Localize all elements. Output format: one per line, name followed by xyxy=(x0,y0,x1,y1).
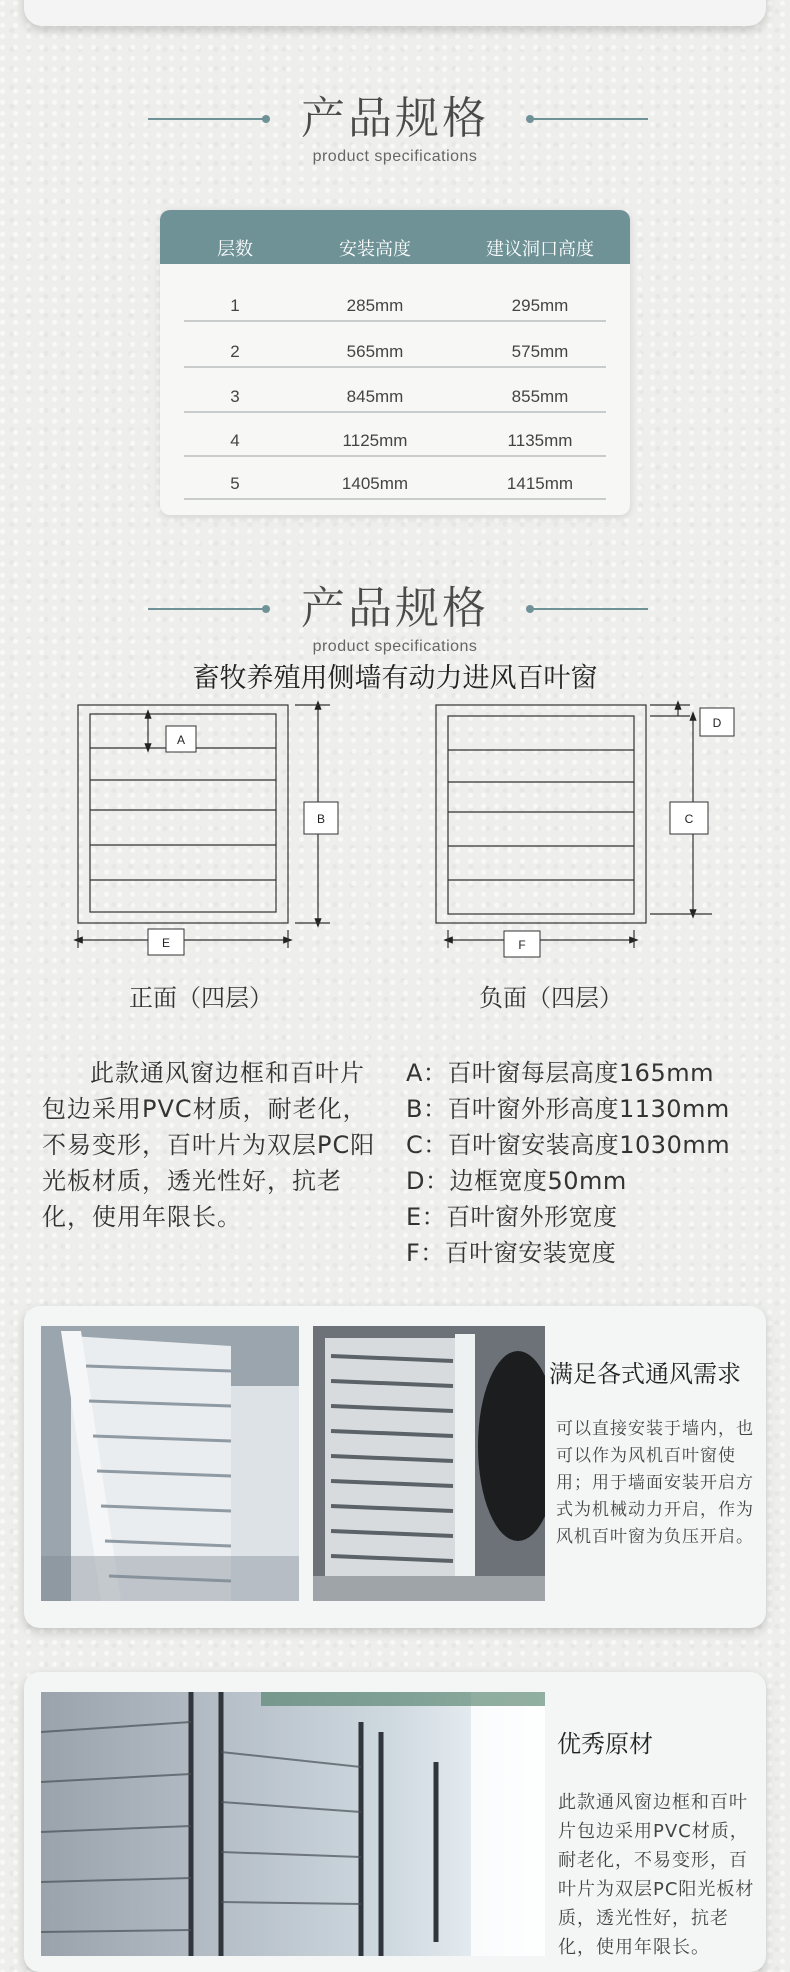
table-row xyxy=(184,328,606,368)
label-c: C xyxy=(684,812,694,826)
greenhouse-photo-drawing xyxy=(41,1692,545,1956)
cell-opening-height: 295mm xyxy=(511,296,569,315)
back-inner-frame xyxy=(448,716,634,914)
front-view-caption: 正面（四层） xyxy=(129,984,273,1012)
back-outer-frame xyxy=(436,705,646,923)
material-description: 此款通风窗边框和百叶片包边采用PVC材质，耐老化，不易变形，百叶片为双层PC阳光板材质，透光性好，抗老化，使用年限长。 xyxy=(42,1059,376,1231)
top-card-edge xyxy=(24,0,766,26)
cell-opening-height: 575mm xyxy=(511,342,569,361)
cell-layers: 3 xyxy=(230,387,240,406)
dimension-diagrams xyxy=(0,700,790,970)
spec-table xyxy=(160,210,630,515)
cell-layers: 2 xyxy=(230,342,240,361)
front-view-drawing xyxy=(78,705,330,948)
dimension-notes xyxy=(406,1055,786,1271)
section-heading-specs-2 xyxy=(0,582,790,662)
cell-install-height: 565mm xyxy=(346,342,404,361)
louver-fan-photo-drawing xyxy=(313,1326,545,1601)
table-row xyxy=(184,417,606,457)
cell-opening-height: 855mm xyxy=(511,387,569,406)
table-row xyxy=(184,282,606,322)
card-title: 满足各式通风需求 xyxy=(549,1360,741,1388)
header-layers: 层数 xyxy=(217,239,253,260)
label-b: B xyxy=(316,812,326,826)
greenhouse-photo xyxy=(41,1692,545,1956)
table-row xyxy=(184,460,606,500)
cell-layers: 5 xyxy=(230,474,240,493)
heading-line-right xyxy=(530,118,648,120)
label-e: E xyxy=(161,936,171,950)
cell-layers: 4 xyxy=(230,431,240,450)
note-a: A：百叶窗每层高度165mm xyxy=(406,1059,714,1087)
cell-install-height: 1405mm xyxy=(341,474,409,493)
label-d: D xyxy=(712,716,722,730)
product-photo-left xyxy=(41,1326,299,1601)
header-install-height: 安装高度 xyxy=(339,239,411,260)
louver-photo-drawing xyxy=(41,1326,299,1601)
heading-dot-right xyxy=(526,605,534,613)
card-title: 优秀原材 xyxy=(557,1730,653,1758)
product-name: 畜牧养殖用侧墙有动力进风百叶窗 xyxy=(192,663,598,694)
cell-install-height: 845mm xyxy=(346,387,404,406)
note-c: C：百叶窗安装高度1030mm xyxy=(406,1131,731,1159)
label-f: F xyxy=(518,938,526,952)
section-heading-specs xyxy=(0,92,790,172)
feature-card-materials xyxy=(24,1672,766,1972)
card-text: 此款通风窗边框和百叶片包边采用PVC材质，耐老化，不易变形，百叶片为双层PC阳光板材质，透光性好，抗老化，使用年限长。 xyxy=(558,1792,755,1958)
feature-card-ventilation xyxy=(24,1306,766,1628)
label-a: A xyxy=(176,733,186,747)
cell-install-height: 1125mm xyxy=(342,431,408,450)
section-title: 产品规格 xyxy=(301,93,489,144)
header-opening-height: 建议洞口高度 xyxy=(486,239,594,260)
cell-opening-height: 1415mm xyxy=(506,474,574,493)
section-subtitle: product specifications xyxy=(312,148,478,165)
section-subtitle: product specifications xyxy=(312,638,478,655)
back-view-caption: 负面（四层） xyxy=(479,984,623,1012)
section-title: 产品规格 xyxy=(301,583,489,634)
cell-install-height: 285mm xyxy=(346,296,404,315)
table-row xyxy=(184,373,606,413)
note-d: D：边框宽度50mm xyxy=(406,1167,627,1195)
note-e: E：百叶窗外形宽度 xyxy=(406,1203,618,1231)
heading-line-right xyxy=(530,608,648,610)
note-b: B：百叶窗外形高度1130mm xyxy=(406,1095,730,1123)
card-text: 可以直接安装于墙内，也可以作为风机百叶窗使用；用于墙面安装开启方式为机械动力开启，作为风机百叶窗为负压开启。 xyxy=(556,1419,754,1547)
cell-opening-height: 1135mm xyxy=(507,431,573,450)
spec-table-header xyxy=(160,210,630,264)
heading-dot-right xyxy=(526,115,534,123)
diagram-svg xyxy=(0,700,790,970)
cell-layers: 1 xyxy=(230,296,240,315)
note-f: F：百叶窗安装宽度 xyxy=(406,1239,617,1267)
product-photo-right xyxy=(313,1326,545,1601)
